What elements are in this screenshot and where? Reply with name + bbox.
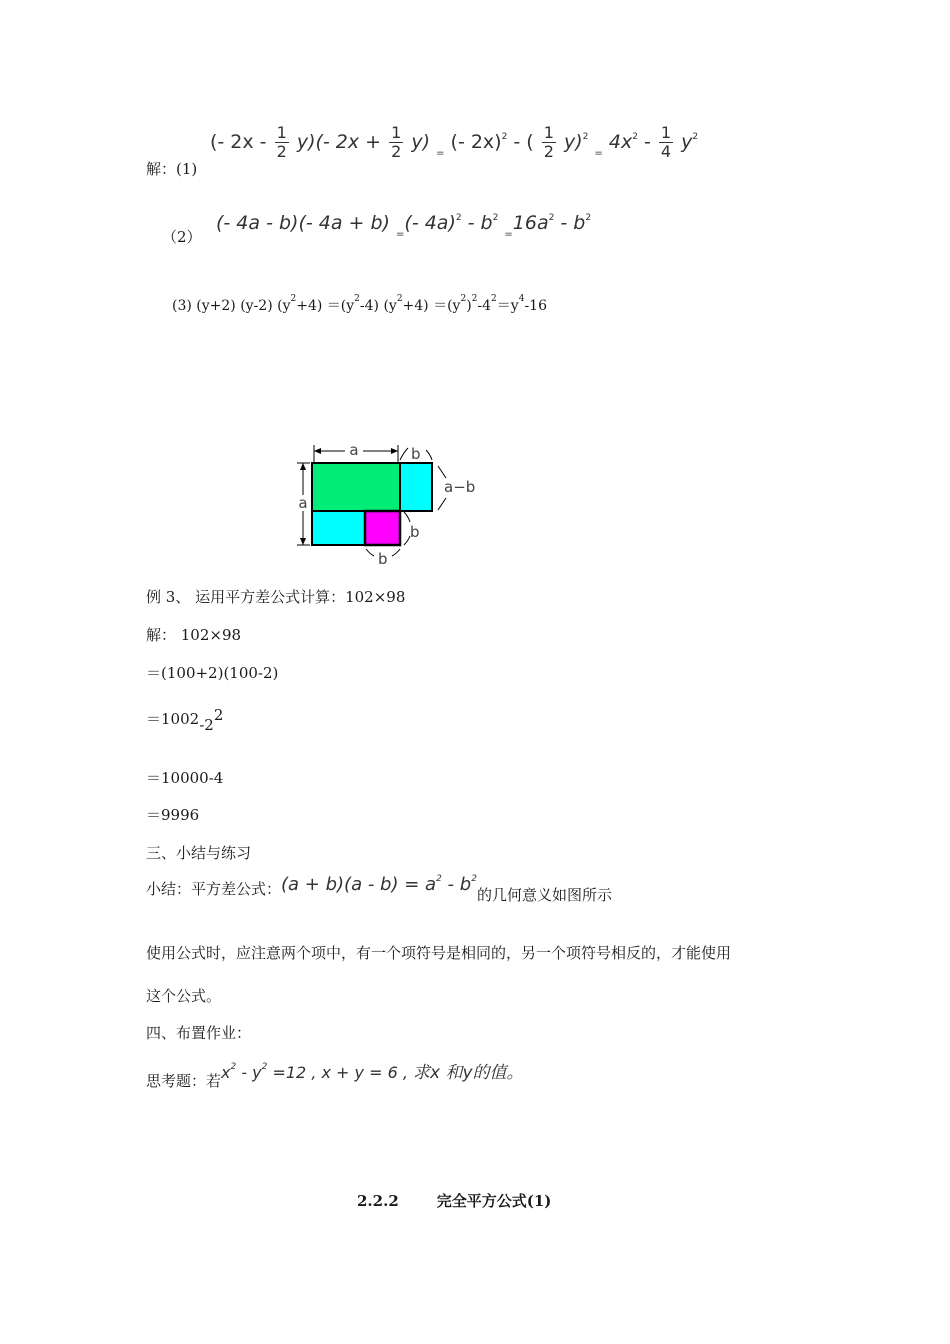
next-section-title xyxy=(357,1190,551,1211)
eq1-sup: 2 xyxy=(632,132,638,142)
eq1-mid-b: - ( xyxy=(513,131,534,153)
think-line: 思考题：若$x^2 - y^2 =12$ , x + y = 6 , 求x 和y的值。 xyxy=(146,1062,524,1090)
label-b-top: b xyxy=(411,445,421,463)
eq1-sup: 2 xyxy=(501,132,508,142)
think-formula: $x^2 - y^2 =12$ , x + y = 6 , 求x 和y的值。 xyxy=(221,1062,524,1083)
solution-2-label: （2） xyxy=(162,228,202,246)
eq1-sup: 2 xyxy=(692,132,699,142)
eq2-rhs-a: 16a xyxy=(512,212,549,234)
example3-title: 例 3、 运用平方差公式计算：102×98 xyxy=(146,588,406,606)
eq1-lhs-a: (- 2x - xyxy=(210,131,267,153)
summary-formula: $(a + b)(a - b) = a^2 - b^2$ xyxy=(281,874,477,895)
eq2-mid-a: (- 4a) xyxy=(404,212,456,234)
summary-line: 小结：平方差公式：$(a + b)(a - b) = a^2 - b^2$的几何意义如图所示 xyxy=(146,874,612,904)
example3-line4: ＝10000-4 xyxy=(146,769,224,787)
equation-1 xyxy=(210,124,698,161)
section-number: 2.2.2 xyxy=(357,1192,399,1210)
fraction-half-3: $\frac{1}{2}$ xyxy=(543,123,554,161)
label-a-left: a xyxy=(298,494,308,512)
equation-2 xyxy=(216,212,592,240)
eq2-sup: 2 xyxy=(492,213,499,223)
eq2-lhs: (- 4a - b)(- 4a + b) xyxy=(216,212,390,234)
eq1-sup: 2 xyxy=(582,132,589,142)
eq1-rhs-c: y xyxy=(681,131,693,153)
equation-3: (3) (y+2) (y-2) $(y^2+4) =(y^2-4)$ $(y^2+4) =(y^2)^2-4^2=y^4-16$ xyxy=(172,294,547,314)
solution-label: 解：(1) xyxy=(146,160,198,178)
eq2-rhs-b: - b xyxy=(560,212,586,234)
difference-of-squares-diagram xyxy=(290,438,490,573)
cyan-right-rect xyxy=(400,463,432,511)
eq2-equals-1: = xyxy=(396,229,405,240)
example3-line1: 解： 102×98 xyxy=(146,626,242,644)
eq1-mid-c: y) xyxy=(563,131,583,153)
label-a-minus-b: a−b xyxy=(444,478,476,496)
example3-line5: ＝9996 xyxy=(146,806,200,824)
eq2-sup: 2 xyxy=(585,213,592,223)
eq1-equals-2: = xyxy=(594,148,603,159)
eq2-sup: 2 xyxy=(455,213,462,223)
example3-line3: ＝1002-22 xyxy=(146,706,224,734)
eq2-sup: 2 xyxy=(548,213,555,223)
magenta-square xyxy=(365,511,400,545)
section4-heading: 四、布置作业： xyxy=(146,1024,252,1042)
label-b-bottom: b xyxy=(378,550,388,568)
eq1-rhs-a: 4x xyxy=(608,131,633,153)
eq2-equals-2: = xyxy=(504,229,513,240)
label-b-right: b xyxy=(410,523,420,541)
eq2-mid-b: - b xyxy=(467,212,493,234)
section-name: 完全平方公式(1) xyxy=(436,1192,552,1210)
fraction-half-1: $\frac{1}{2}$ xyxy=(276,123,287,161)
fraction-quarter: $\frac{1}{4}$ xyxy=(660,123,672,161)
section3-heading: 三、小结与练习 xyxy=(146,844,252,862)
cyan-bottom-rect xyxy=(312,511,365,545)
note-line1: 使用公式时，应注意两个项中，有一个项符号是相同的，另一个项符号相反的，才能使用 xyxy=(146,944,732,962)
eq1-lhs-c: y) xyxy=(411,131,431,153)
eq1-rhs-b: - xyxy=(643,131,651,153)
green-rect xyxy=(312,463,400,511)
eq1-mid-a: (- 2x) xyxy=(450,131,502,153)
note-line2: 这个公式。 xyxy=(146,987,222,1005)
label-a-top: a xyxy=(349,441,359,459)
eq1-lhs-b: y)(- 2x + xyxy=(296,131,382,153)
example3-line2: ＝(100+2)(100-2) xyxy=(146,664,279,682)
fraction-half-2: $\frac{1}{2}$ xyxy=(391,123,402,161)
eq1-equals-1: = xyxy=(436,148,445,159)
